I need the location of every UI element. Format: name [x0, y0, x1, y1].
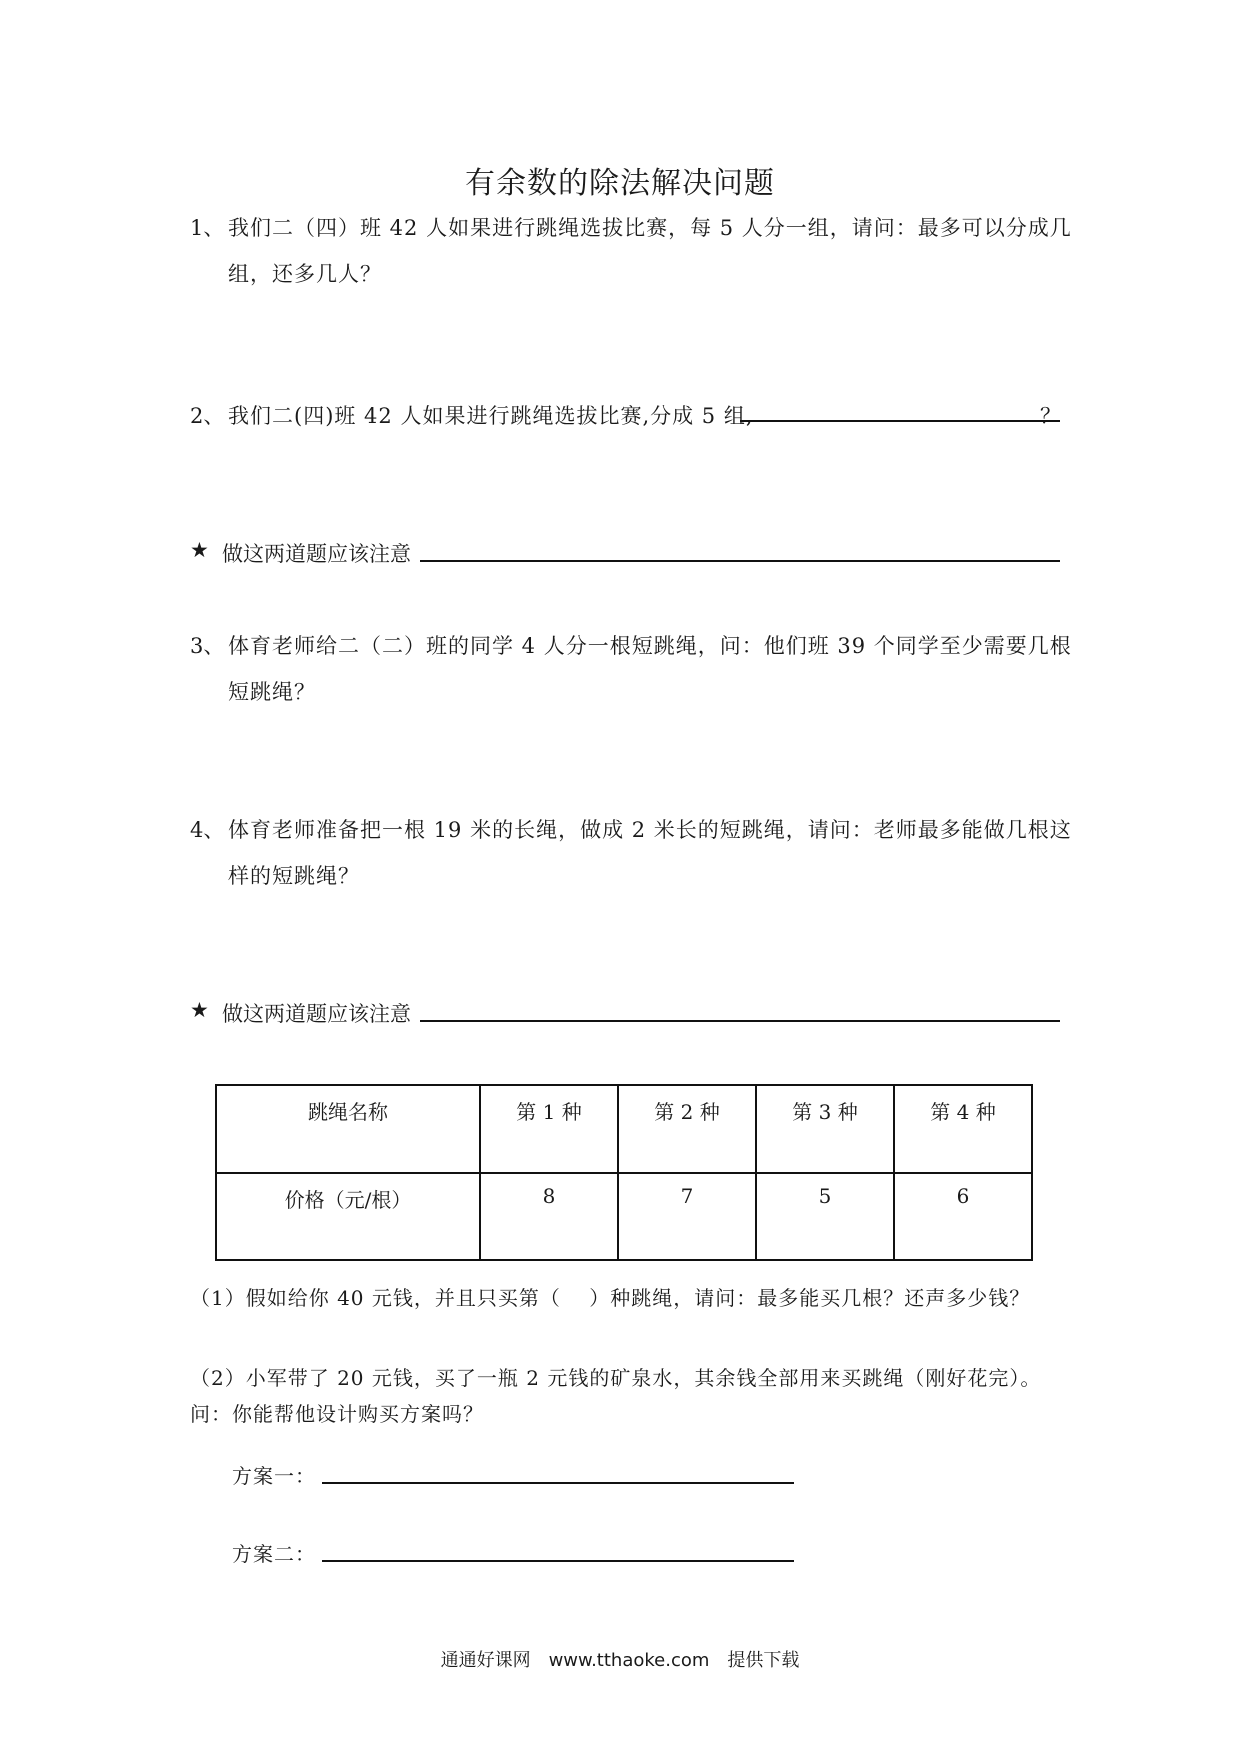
question-3-line-2: 短跳绳？: [228, 680, 316, 704]
plan-1-label: 方案一：: [232, 1464, 316, 1488]
table-cell: 跳绳名称: [216, 1085, 480, 1173]
note-2-answer-line[interactable]: [420, 1020, 1060, 1022]
table-cell: 第 2 种: [618, 1085, 756, 1173]
question-2-answer-line[interactable]: [740, 420, 1060, 422]
plan-2-label: 方案二：: [232, 1542, 316, 1566]
question-2-number: 2、: [190, 404, 225, 428]
plan-1-answer-line[interactable]: [322, 1482, 794, 1484]
star-icon: ★: [190, 538, 209, 562]
question-4-line-2: 样的短跳绳？: [228, 864, 360, 888]
sub-question-1: （1）假如给你 40 元钱，并且只买第（ ）种跳绳，请问：最多能买几根？还声多少钱？: [190, 1286, 1031, 1310]
page-title: 有余数的除法解决问题: [465, 166, 775, 201]
table-cell: 第 3 种: [756, 1085, 894, 1173]
table-row: [216, 1173, 1032, 1261]
note-1-answer-line[interactable]: [420, 560, 1060, 562]
table-cell: 7: [618, 1173, 756, 1261]
question-2-question-mark: ？: [1040, 404, 1062, 428]
sub-question-2-line-1: （2）小军带了 20 元钱，买了一瓶 2 元钱的矿泉水，其余钱全部用来买跳绳（刚好花完）。: [190, 1366, 1042, 1390]
table-cell: 第 4 种: [894, 1085, 1032, 1173]
question-3-line-1: 体育老师给二（二）班的同学 4 人分一根短跳绳，问：他们班 39 个同学至少需要几根: [228, 634, 1072, 658]
table-cell: 5: [756, 1173, 894, 1261]
table-cell: 第 1 种: [480, 1085, 618, 1173]
sub-question-2-line-2: 问：你能帮他设计购买方案吗？: [190, 1402, 484, 1426]
question-4-number: 4、: [190, 818, 225, 842]
jump-rope-price-table: [215, 1084, 1033, 1261]
question-1-line-2: 组，还多几人？: [228, 262, 382, 286]
table-header-row: [216, 1085, 1032, 1173]
note-2-label: 做这两道题应该注意: [222, 1002, 411, 1026]
table-cell: 6: [894, 1173, 1032, 1261]
question-2-line-1: 我们二(四)班 42 人如果进行跳绳选拔比赛,分成 5 组,: [228, 404, 754, 428]
table-cell: 价格（元/根）: [216, 1173, 480, 1261]
question-3-number: 3、: [190, 634, 225, 658]
question-1-line-1: 我们二（四）班 42 人如果进行跳绳选拔比赛，每 5 人分一组，请问：最多可以分成几: [228, 216, 1072, 240]
question-1-number: 1、: [190, 216, 225, 240]
table-cell: 8: [480, 1173, 618, 1261]
note-1-label: 做这两道题应该注意: [222, 542, 411, 566]
star-icon: ★: [190, 998, 209, 1022]
footer-credit: 通通好课网 www.tthaoke.com 提供下载: [440, 1650, 800, 1671]
question-4-line-1: 体育老师准备把一根 19 米的长绳，做成 2 米长的短跳绳，请问：老师最多能做几根这: [228, 818, 1072, 842]
plan-2-answer-line[interactable]: [322, 1560, 794, 1562]
